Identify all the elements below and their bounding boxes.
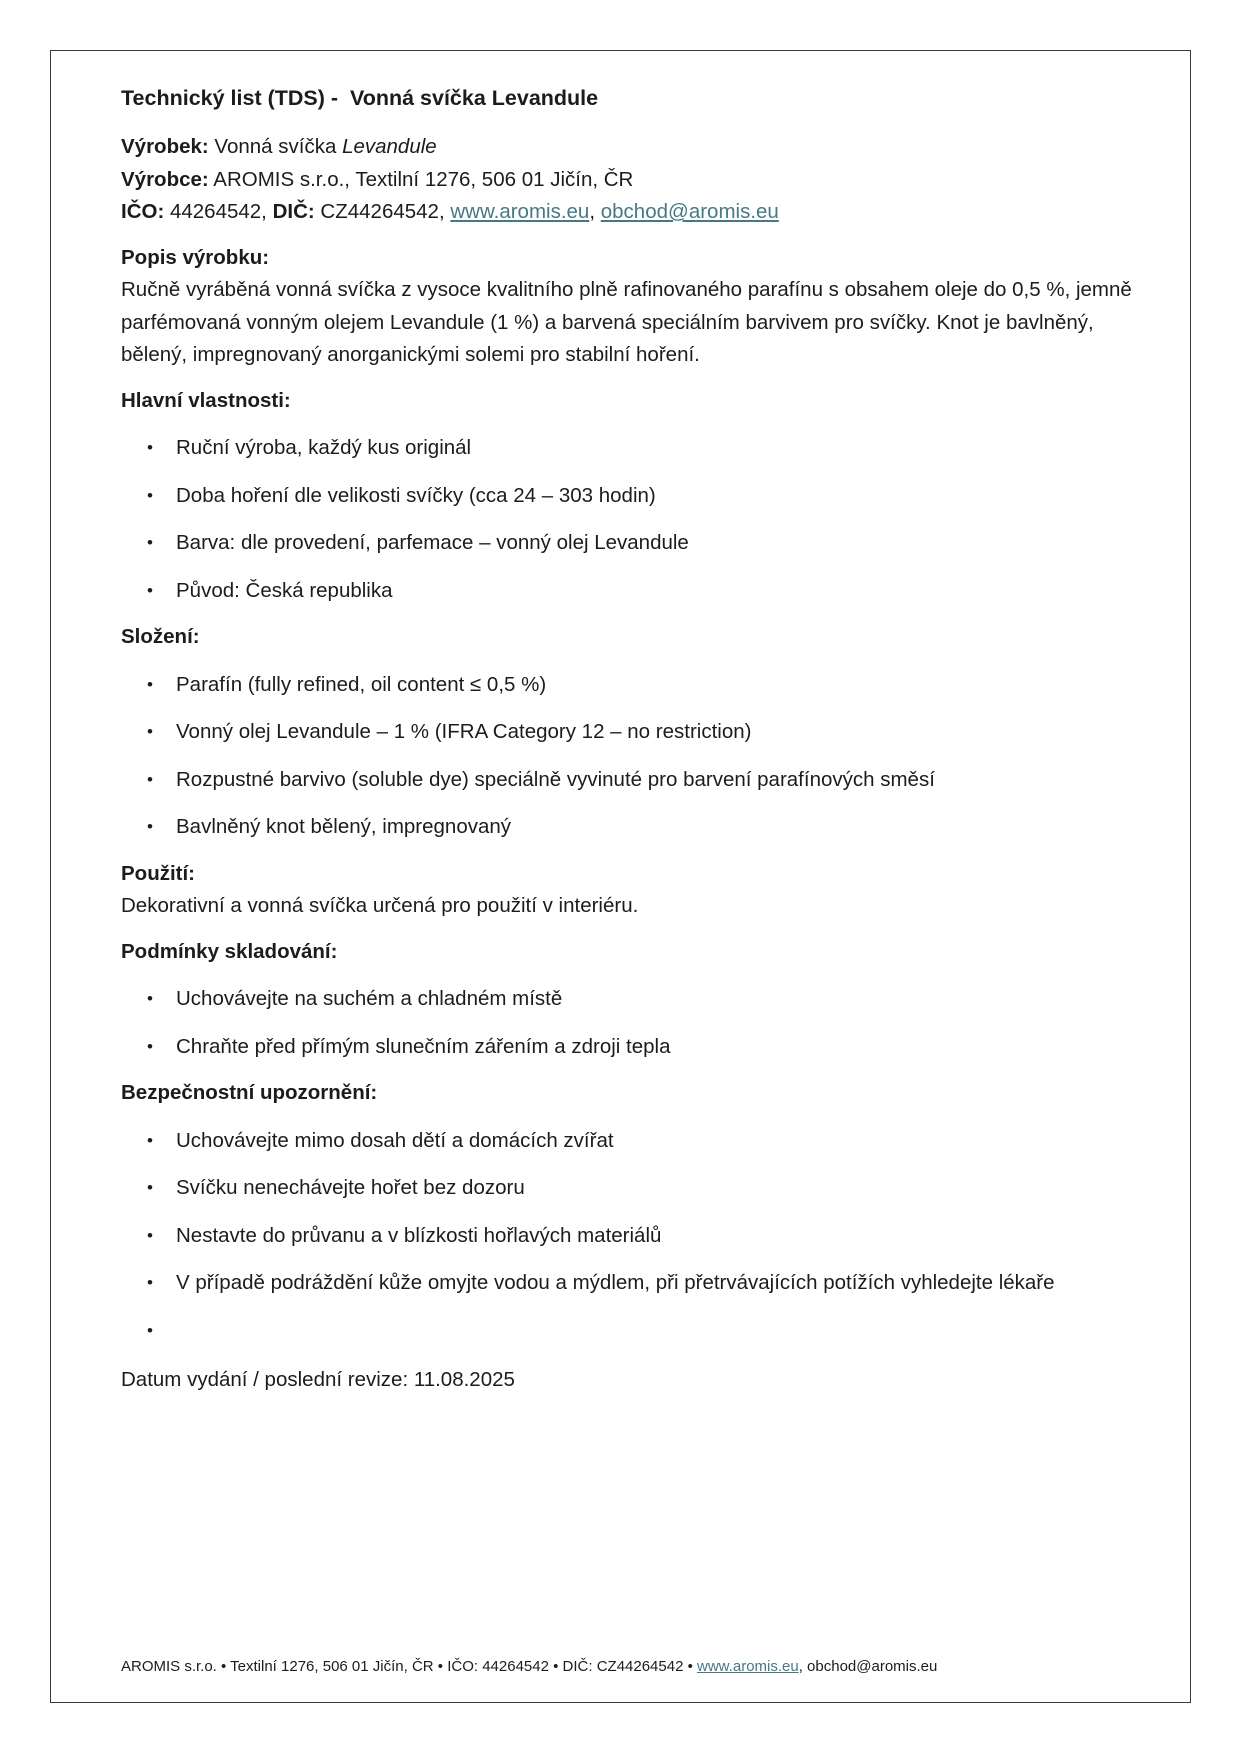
footer-text-left: AROMIS s.r.o. • Textilní 1276, 506 01 Jičín, ČR • IČO: 44264542 • DIČ: CZ44264542 •	[121, 1658, 698, 1675]
list-item-empty	[147, 1315, 1154, 1348]
bullet-icon: •	[147, 1178, 153, 1197]
list-item-text: Doba hoření dle velikosti svíčky (cca 24 – 303 hodin)	[176, 483, 656, 507]
vyrobce-value: AROMIS s.r.o., Textilní 1276, 506 01 Jičín, ČR	[208, 167, 634, 191]
document-content	[51, 51, 1190, 1397]
section-heading-pouziti: Použití:	[121, 861, 196, 885]
list-item-text	[176, 1315, 1154, 1348]
vyrobce-label: Výrobce:	[121, 167, 209, 191]
vlastnosti-list	[121, 432, 1154, 607]
list-item-text: Nestavte do průvanu a v blízkosti hořlavých materiálů	[176, 1223, 662, 1247]
list-item	[147, 1125, 1154, 1158]
section-heading-vlastnosti: Hlavní vlastnosti:	[121, 388, 291, 412]
list-item-text: V případě podráždění kůže omyjte vodou a mýdlem, při přetrvávajících potížích vyhledejte lékaře	[176, 1271, 1055, 1294]
footer-website-link[interactable]: www.aromis.eu	[697, 1658, 799, 1675]
bullet-icon: •	[147, 1036, 153, 1056]
list-item-text: Bavlněný knot bělený, impregnovaný	[176, 815, 512, 838]
list-item-text: Svíčku nenechávejte hořet bez dozoru	[176, 1176, 525, 1199]
dic-value: CZ44264542,	[314, 200, 451, 223]
list-item	[147, 716, 1154, 749]
list-item-text: Rozpustné barvivo (soluble dye) speciálně vyvinuté pro barvení parafínových směsí	[176, 767, 935, 791]
bullet-icon: •	[147, 722, 153, 741]
list-item	[147, 669, 1154, 702]
list-item	[147, 1031, 1154, 1064]
section-heading-slozeni: Složení:	[121, 625, 200, 648]
page-frame	[50, 50, 1191, 1703]
list-item	[147, 527, 1154, 560]
bullet-icon: •	[147, 1225, 153, 1245]
bullet-icon: •	[147, 989, 153, 1008]
bullet-icon: •	[147, 438, 153, 457]
product-line-ids	[121, 196, 1154, 229]
vyrobek-product-name: Levandule	[342, 135, 437, 158]
bullet-icon: •	[147, 533, 153, 552]
slozeni-list	[121, 669, 1154, 844]
list-item	[147, 983, 1154, 1016]
website-link[interactable]: www.aromis.eu	[450, 200, 590, 223]
list-item	[147, 432, 1154, 465]
list-item-text: Parafín (fully refined, oil content ≤ 0,5 %)	[176, 672, 547, 696]
list-item	[147, 1220, 1154, 1253]
bullet-icon: •	[147, 580, 153, 600]
email-link[interactable]: obchod@aromis.eu	[600, 200, 779, 223]
product-meta	[121, 131, 1154, 229]
document-title: Technický list (TDS) - Vonná svíčka Levandule	[121, 86, 599, 110]
list-item-text: Původ: Česká republika	[176, 578, 393, 602]
vyrobek-label: Výrobek:	[121, 135, 209, 158]
pouziti-paragraph: Dekorativní a vonná svíčka určená pro použití v interiéru.	[121, 894, 639, 917]
page-footer	[121, 1656, 1154, 1678]
list-item	[147, 811, 1154, 844]
list-item-text: Vonný olej Levandule – 1 % (IFRA Category 12 – no restriction)	[176, 720, 752, 743]
link-separator: ,	[589, 200, 601, 223]
list-item-text: Uchovávejte na suchém a chladném místě	[176, 987, 563, 1010]
product-line-vyrobek	[121, 131, 1154, 164]
bullet-icon: •	[147, 485, 153, 505]
list-item-text: Chraňte před přímým slunečním zářením a zdroji tepla	[176, 1034, 671, 1058]
ico-value: 44264542,	[164, 200, 273, 223]
bullet-icon: •	[147, 769, 153, 789]
list-item-text: Barva: dle provedení, parfemace – vonný olej Levandule	[176, 531, 689, 554]
section-heading-skladovani: Podmínky skladování:	[121, 939, 338, 963]
vyrobek-value: Vonná svíčka	[208, 135, 343, 158]
list-item	[147, 764, 1154, 797]
bullet-icon: •	[147, 1130, 153, 1150]
ico-label: IČO:	[121, 200, 165, 223]
bezpecnost-list	[121, 1125, 1154, 1348]
bullet-icon: •	[147, 1273, 153, 1292]
revision-date-line: Datum vydání / poslední revize: 11.08.2025	[121, 1368, 515, 1391]
section-heading-popis: Popis výrobku:	[121, 245, 270, 269]
product-line-vyrobce	[121, 164, 1154, 197]
dic-label: DIČ:	[272, 200, 315, 223]
skladovani-list	[121, 983, 1154, 1063]
bullet-icon: •	[147, 817, 153, 836]
list-item	[147, 575, 1154, 608]
bullet-icon: •	[147, 674, 153, 694]
section-heading-bezpecnost: Bezpečnostní upozornění:	[121, 1081, 378, 1104]
bullet-icon: •	[147, 1320, 153, 1340]
list-item-text: Ruční výroba, každý kus originál	[176, 436, 472, 459]
list-item	[147, 1172, 1154, 1205]
list-item	[147, 1267, 1154, 1300]
footer-text-right: , obchod@aromis.eu	[798, 1658, 938, 1675]
list-item	[147, 480, 1154, 513]
popis-paragraph: Ručně vyráběná vonná svíčka z vysoce kvalitního plně rafinovaného parafínu s obsahem oleje do 0,5 %, jemně parfémovaná vonným olejem Levandule (1 %) a barvená speciálním barvivem pro svíčky. Knot je bavlněný, bělený, impregnovaný anorganickými solemi pro stabilní hoření.	[121, 278, 1132, 366]
list-item-text: Uchovávejte mimo dosah dětí a domácích zvířat	[176, 1128, 614, 1152]
